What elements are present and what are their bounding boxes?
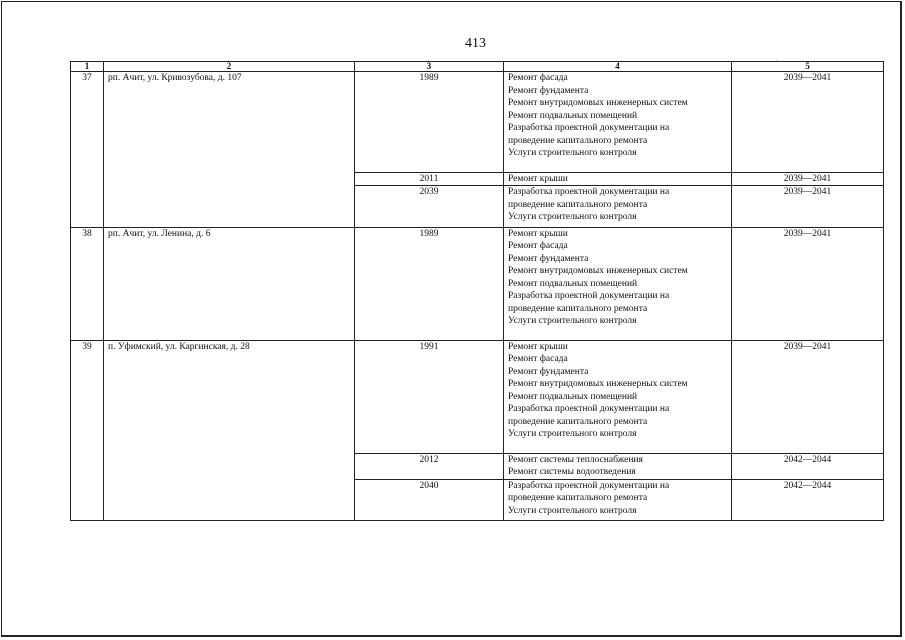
table-body bbox=[71, 72, 884, 521]
work-item: Ремонт системы водоотведения bbox=[508, 467, 636, 477]
year-cell: 2040 bbox=[355, 479, 504, 521]
year-cell: 2012 bbox=[355, 453, 504, 479]
column-header: 2 bbox=[104, 62, 355, 72]
column-header: 3 bbox=[355, 62, 504, 72]
work-item: Услуги строительного контроля bbox=[508, 429, 637, 439]
table-row bbox=[71, 340, 884, 453]
works-cell bbox=[504, 340, 732, 453]
period-cell: 2039—2041 bbox=[732, 186, 884, 228]
work-item: Ремонт фундамента bbox=[508, 253, 589, 264]
address-cell: п. Уфимский, ул. Каргинская, д. 28 bbox=[104, 340, 355, 521]
work-item: Ремонт внутридомовых инженерных систем bbox=[508, 98, 688, 108]
works-cell bbox=[504, 453, 732, 479]
works-cell bbox=[504, 186, 732, 228]
work-item: Услуги строительного контроля bbox=[508, 148, 637, 158]
work-item: Ремонт фундамента bbox=[508, 366, 589, 377]
column-header: 1 bbox=[71, 62, 104, 72]
work-item: Ремонт фасада bbox=[508, 241, 568, 251]
work-item: проведение капитального ремонта bbox=[508, 135, 648, 146]
repair-schedule-table bbox=[70, 61, 884, 521]
work-item: Ремонт внутридомовых инженерных систем bbox=[508, 379, 688, 389]
year-cell: 2039 bbox=[355, 186, 504, 228]
period-cell: 2039—2041 bbox=[732, 172, 884, 186]
work-item: Ремонт подвальных помещений bbox=[508, 278, 638, 289]
year-cell: 1989 bbox=[355, 227, 504, 340]
work-item: Ремонт фасада bbox=[508, 73, 568, 83]
work-item: проведение капитального ремонта bbox=[508, 493, 648, 503]
work-item: Разработка проектной документации на bbox=[508, 123, 670, 133]
works-cell bbox=[504, 227, 732, 340]
period-cell: 2042—2044 bbox=[732, 479, 884, 521]
work-item: Ремонт фундамента bbox=[508, 85, 589, 96]
row-number: 39 bbox=[71, 340, 104, 521]
work-item: Ремонт подвальных помещений bbox=[508, 110, 638, 121]
work-item: Услуги строительного контроля bbox=[508, 212, 637, 222]
year-cell: 2011 bbox=[355, 172, 504, 186]
work-item: Услуги строительного контроля bbox=[508, 316, 637, 326]
work-item: Разработка проектной документации на bbox=[508, 480, 670, 491]
header-row bbox=[71, 62, 884, 72]
work-item: Ремонт системы теплоснабжения bbox=[508, 454, 643, 465]
scan-speck: ˈ bbox=[775, 59, 778, 68]
work-item: проведение капитального ремонта bbox=[508, 303, 648, 314]
row-number: 37 bbox=[71, 72, 104, 228]
table-row bbox=[71, 227, 884, 340]
work-item: Ремонт крыши bbox=[508, 173, 568, 184]
works-cell bbox=[504, 172, 732, 186]
work-item: Ремонт подвальных помещений bbox=[508, 391, 638, 402]
work-item: Ремонт фасада bbox=[508, 354, 568, 364]
work-item: Разработка проектной документации на bbox=[508, 404, 670, 414]
table-row bbox=[71, 72, 884, 173]
period-cell: 2039—2041 bbox=[732, 340, 884, 453]
work-item: Услуги строительного контроля bbox=[508, 505, 637, 516]
year-cell: 1991 bbox=[355, 340, 504, 453]
address-cell: рп. Ачит, ул. Кривозубова, д. 107 bbox=[104, 72, 355, 228]
work-item: Ремонт крыши bbox=[508, 341, 568, 352]
work-item: Ремонт крыши bbox=[508, 228, 568, 239]
column-header: 5 bbox=[732, 62, 884, 72]
address-cell: рп. Ачит, ул. Ленина, д. 6 bbox=[104, 227, 355, 340]
work-item: проведение капитального ремонта bbox=[508, 416, 648, 427]
work-item: Разработка проектной документации на bbox=[508, 187, 670, 197]
work-item: проведение капитального ремонта bbox=[508, 199, 648, 210]
work-item: Разработка проектной документации на bbox=[508, 291, 670, 301]
period-cell: 2039—2041 bbox=[732, 72, 884, 173]
work-item: Ремонт внутридомовых инженерных систем bbox=[508, 266, 688, 276]
works-cell bbox=[504, 479, 732, 521]
year-cell: 1989 bbox=[355, 72, 504, 173]
works-cell bbox=[504, 72, 732, 173]
column-header: 4 bbox=[504, 62, 732, 72]
period-cell: 2039—2041 bbox=[732, 227, 884, 340]
period-cell: 2042—2044 bbox=[732, 453, 884, 479]
page-number: 413 bbox=[465, 36, 486, 51]
row-number: 38 bbox=[71, 227, 104, 340]
